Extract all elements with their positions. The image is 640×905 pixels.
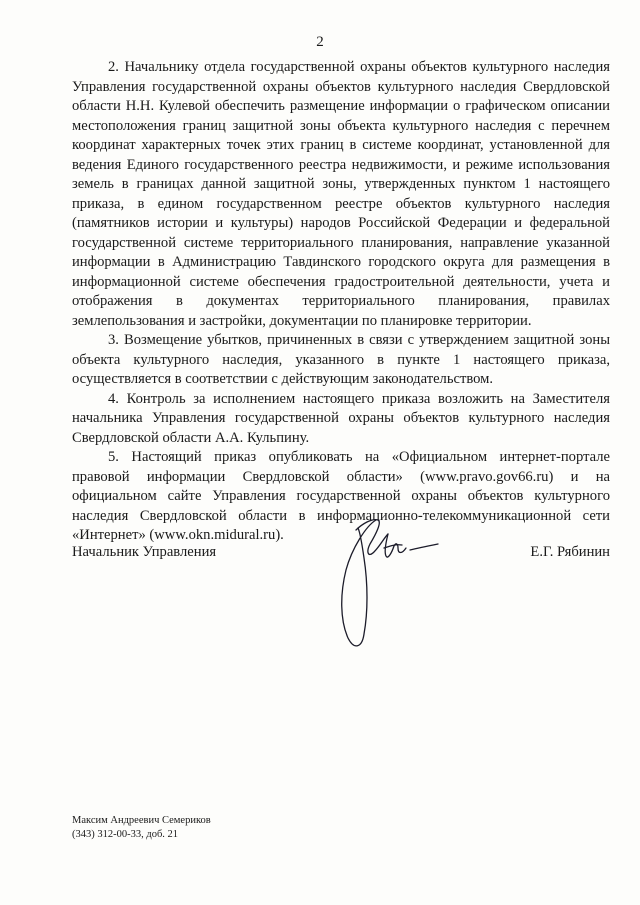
paragraph-4: 4. Контроль за исполнением настоящего приказа возложить на Заместителя начальника Управления государственной охраны объектов культурного наследия Свердловской области А.А. Кульпину. [72, 390, 610, 446]
document-body [72, 58, 610, 546]
page-number: 2 [316, 34, 324, 50]
signatory-position: Начальник Управления [72, 544, 217, 560]
handwritten-signature [318, 508, 458, 658]
paragraph-2: 2. Начальнику отдела государственной охраны объектов культурного наследия Управления государственной охраны объектов культурного наследия Свердловской области Н.Н. Кулевой обеспечить размещение информации о графическом описании местоположения границ защитной зоны объекта культурного наследия с перечнем координат характерных точек этих границ в системе координат, установленной для ведения Единого государственного реестра недвижимости, и режиме использования земель в границах данной защитной зоны, утвержденных пунктом 1 настоящего приказа, в едином государственном реестре объектов культурного наследия (памятников истории и культуры) народов Российской Федерации и федеральной государственной системе территориального планирования, направление указанной информации в Администрацию Тавдинского городского округа для размещения в информационной системе обеспечения градостроительной деятельности, учета и отображения в документах территориального планирования, правилах землепользования и застройки, документации по планировке территории. [72, 59, 610, 329]
signatory-name: Е.Г. Рябинин [530, 544, 610, 560]
executor-name: Максим Андреевич Семериков [72, 815, 211, 826]
executor-info [72, 814, 211, 842]
paragraph-5: 5. Настоящий приказ опубликовать на «Официальном интернет-портале правовой информации Свердловской области» (www.pravo.gov66.ru) и на официальном сайте Управления государственной охраны объектов культурного наследия Свердловской области в информационно-телекоммуникационной сети «Интернет» (www.okn.midural.ru). [72, 449, 610, 543]
executor-phone: (343) 312-00-33, доб. 21 [72, 829, 179, 840]
paragraph-3: 3. Возмещение убытков, причиненных в связи с утверждением защитной зоны объекта культурного наследия, указанного в пункте 1 настоящего приказа, осуществляется в соответствии с действующим законодательством. [72, 332, 610, 387]
